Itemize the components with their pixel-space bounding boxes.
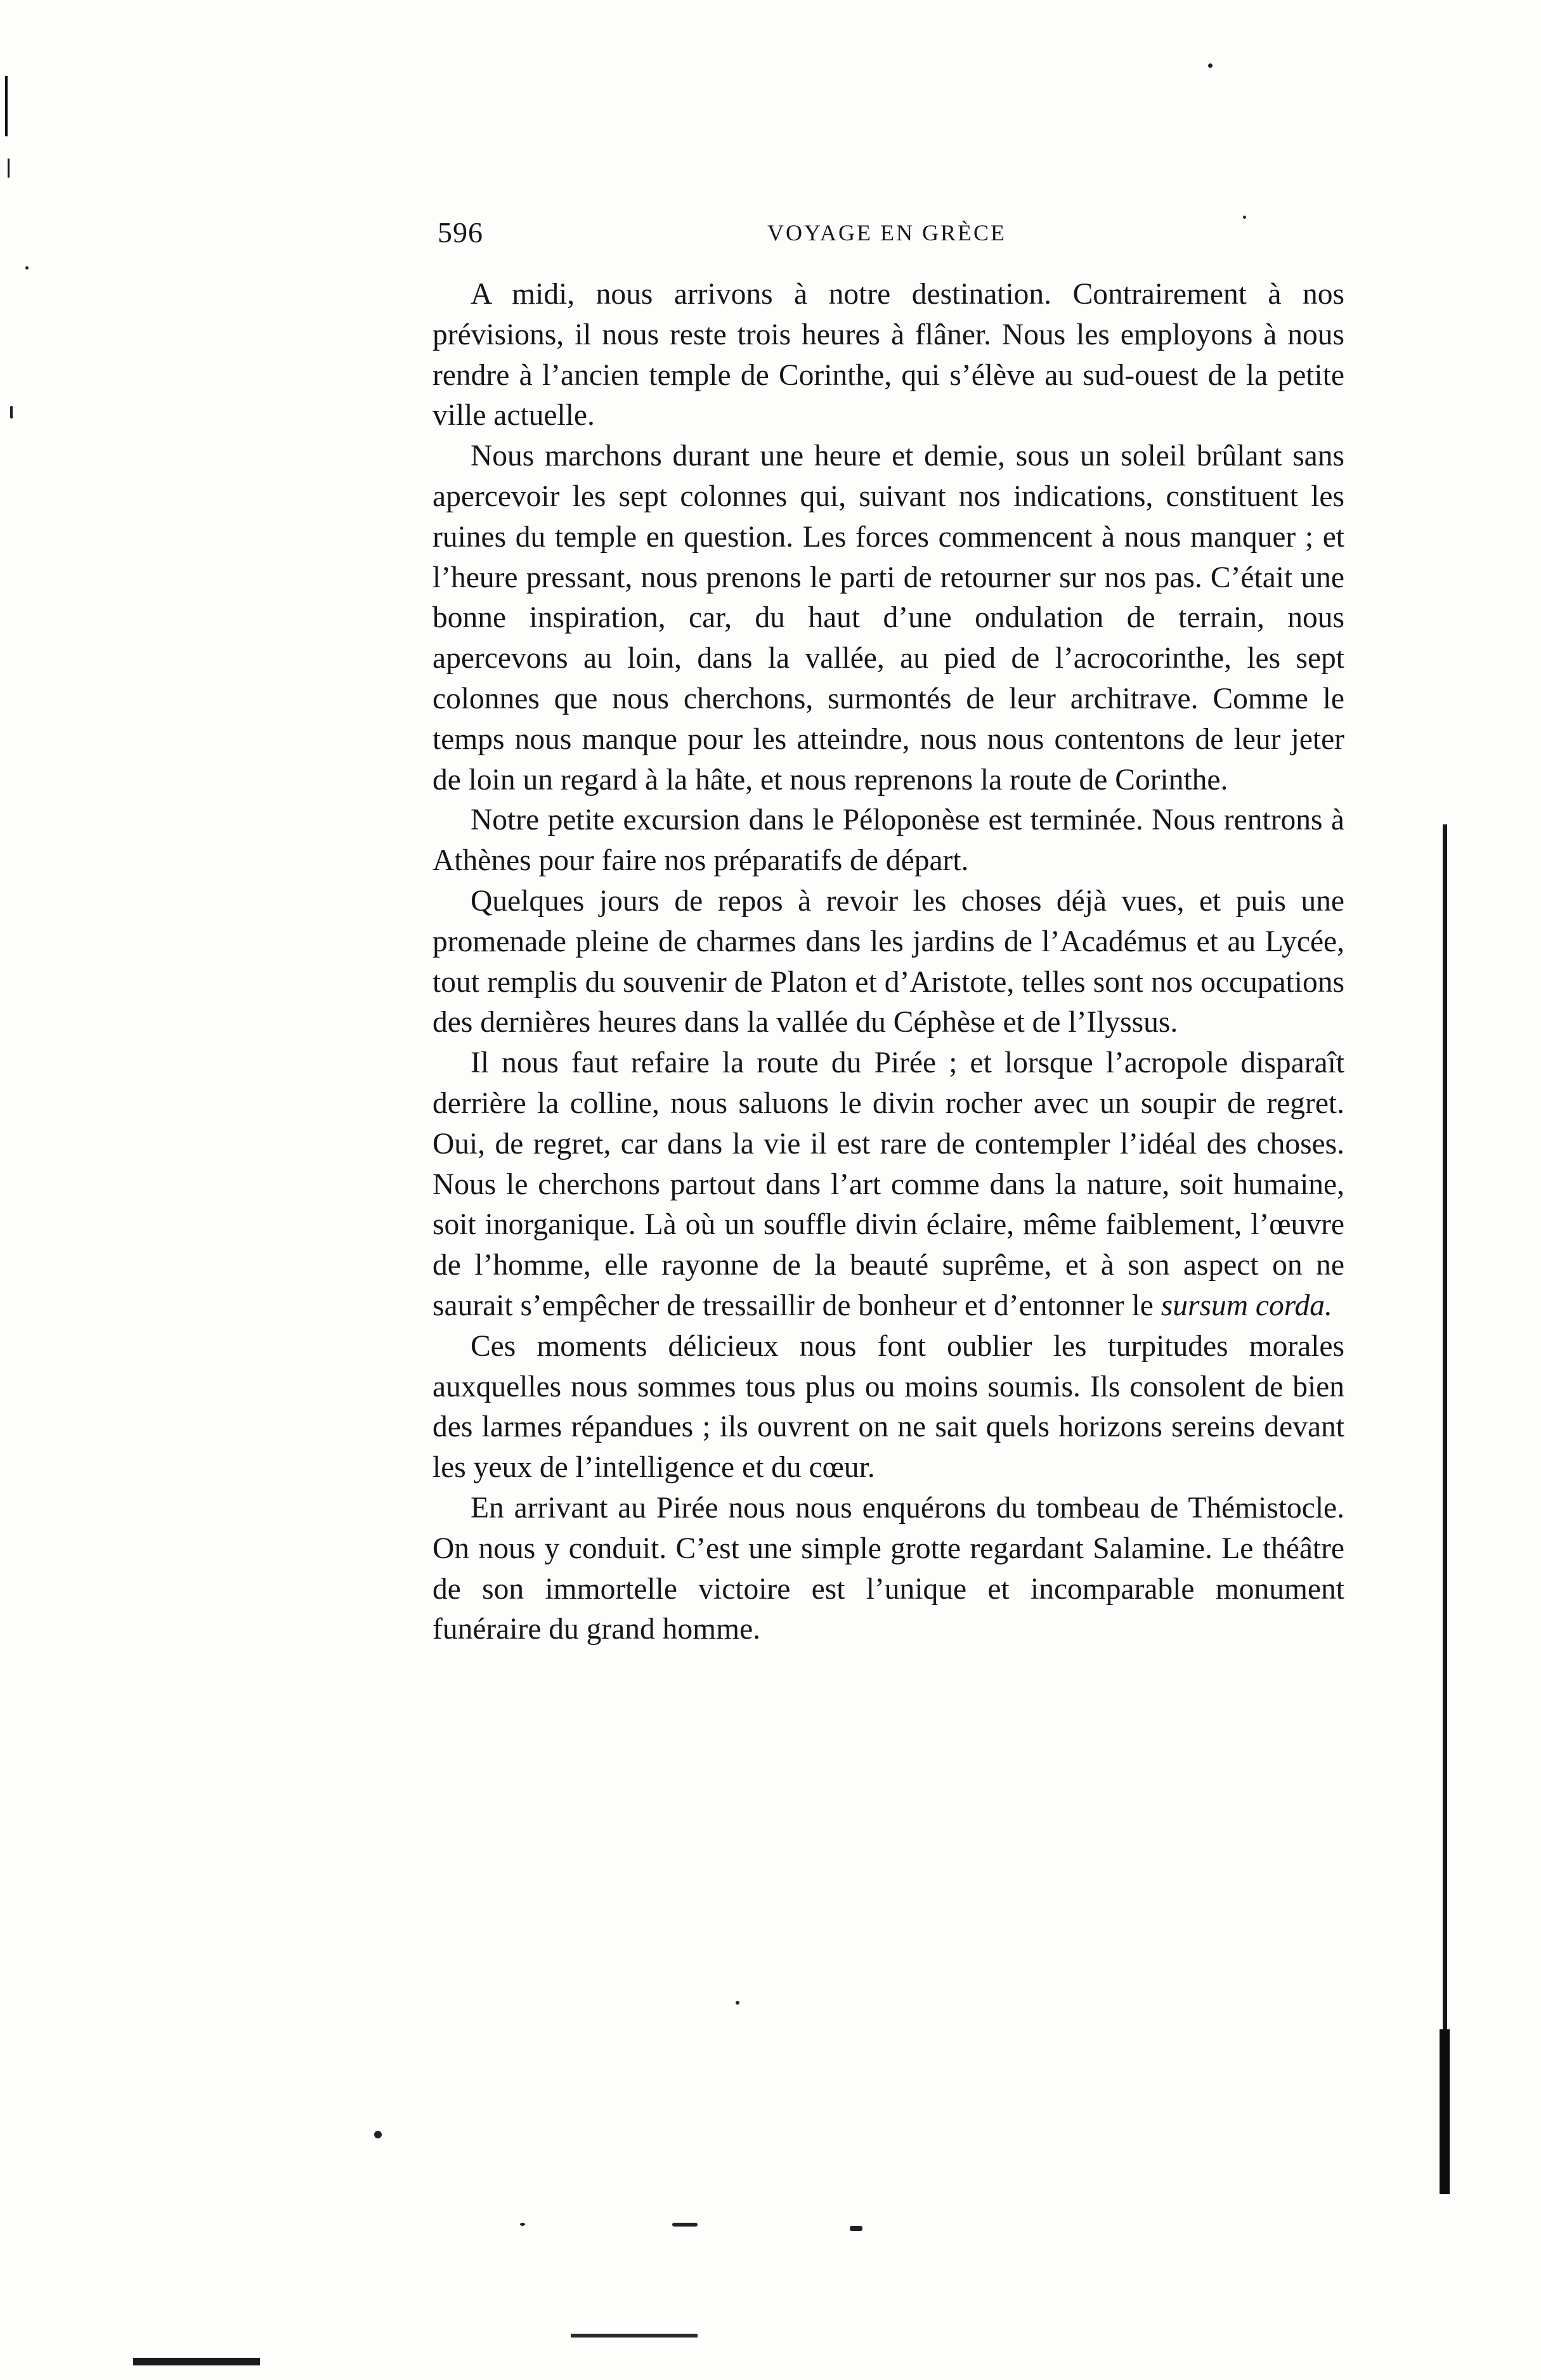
paragraph: En arrivant au Pirée nous nous enquérons du tombeau de Thémistocle. On nous y conduit. C’est une simple grotte regardant Salamine. Le théâtre de son immortelle victoire est l’unique et incomparable monument funéraire du grand homme. xyxy=(432,1491,1344,1646)
right-edge-line-thick xyxy=(1440,2029,1450,2194)
page-header xyxy=(438,216,1344,254)
right-edge-line xyxy=(1443,824,1447,2194)
scan-speck xyxy=(520,2223,525,2226)
scan-speck xyxy=(1208,63,1213,68)
paragraph: A midi, nous arrivons à notre destination. Contrairement à nos prévisions, il nous reste trois heures à flâner. Nous les employons à nous rendre à l’ancien temple de Corinthe, qui s’élève au sud-ouest de la petite ville actuelle. xyxy=(432,278,1344,432)
scan-speck xyxy=(672,2223,698,2227)
paragraph: Ces moments délicieux nous font oublier les turpitudes morales auxquelles nous sommes tous plus ou moins soumis. Ils consolent de bien des larmes répandues ; ils ouvrent on ne sait quels horizons sereins devant les yeux de l’intelligence et du cœur. xyxy=(432,1329,1344,1485)
scan-speck xyxy=(25,266,29,270)
paragraph: Notre petite excursion dans le Péloponèse est terminée. Nous rentrons à Athènes pour faire nos préparatifs de départ. xyxy=(432,803,1344,878)
paragraph: Quelques jours de repos à revoir les choses déjà vues, et puis une promenade pleine de charmes dans les jardins de l’Académus et au Lycée, tout remplis du souvenir de Platon et d’Aristote, telles sont nos occupations des dernières heures dans la vallée du Céphèse et de l’Ilyssus. xyxy=(432,884,1344,1039)
bottom-left-scan-mark xyxy=(133,2358,260,2365)
scan-speck xyxy=(850,2226,862,2231)
left-scan-mark xyxy=(5,76,8,136)
page-number: 596 xyxy=(438,216,483,249)
scan-speck xyxy=(374,2131,382,2138)
body-text xyxy=(432,275,1344,1650)
latin-phrase: sursum corda. xyxy=(1161,1289,1332,1322)
paragraph-text: Il nous faut refaire la route du Pirée ; et lorsque l’acropole disparaît derrière la colline, nous saluons le divin rocher avec un soupir de regret. Oui, de regret, car dans la vie il est rare de contempler l’idéal des choses. Nous le cherchons partout dans l’art comme dans la nature, soit humaine, soit inorganique. Là où un souffle divin éclaire, même faiblement, l’œuvre de l’homme, elle rayonne de la beauté suprême, et à son aspect on ne saurait s’empêcher de tressaillir de bonheur et d’entonner le xyxy=(432,1046,1344,1322)
left-scan-mark-small xyxy=(8,159,10,178)
paragraph: Nous marchons durant une heure et demie, sous un soleil brûlant sans apercevoir les sept colonnes qui, suivant nos indications, constituent les ruines du temple en question. Les forces commencent à nous manquer ; et l’heure pressant, nous prenons le parti de retourner sur nos pas. C’était une bonne inspiration, car, du haut d’une ondulation de terrain, nous apercevons au loin, dans la vallée, au pied de l’acrocorinthe, les sept colonnes que nous cherchons, surmontés de leur architrave. Comme le temps nous manque pour les atteindre, nous nous contentons de leur jeter de loin un regard à la hâte, et nous reprenons la route de Corinthe. xyxy=(432,439,1344,797)
scan-speck xyxy=(10,406,13,419)
running-title: VOYAGE EN GRÈCE xyxy=(767,220,1006,245)
paragraph xyxy=(432,1043,1344,1327)
bottom-center-scan-mark xyxy=(571,2334,698,2338)
scan-speck xyxy=(736,2001,739,2005)
